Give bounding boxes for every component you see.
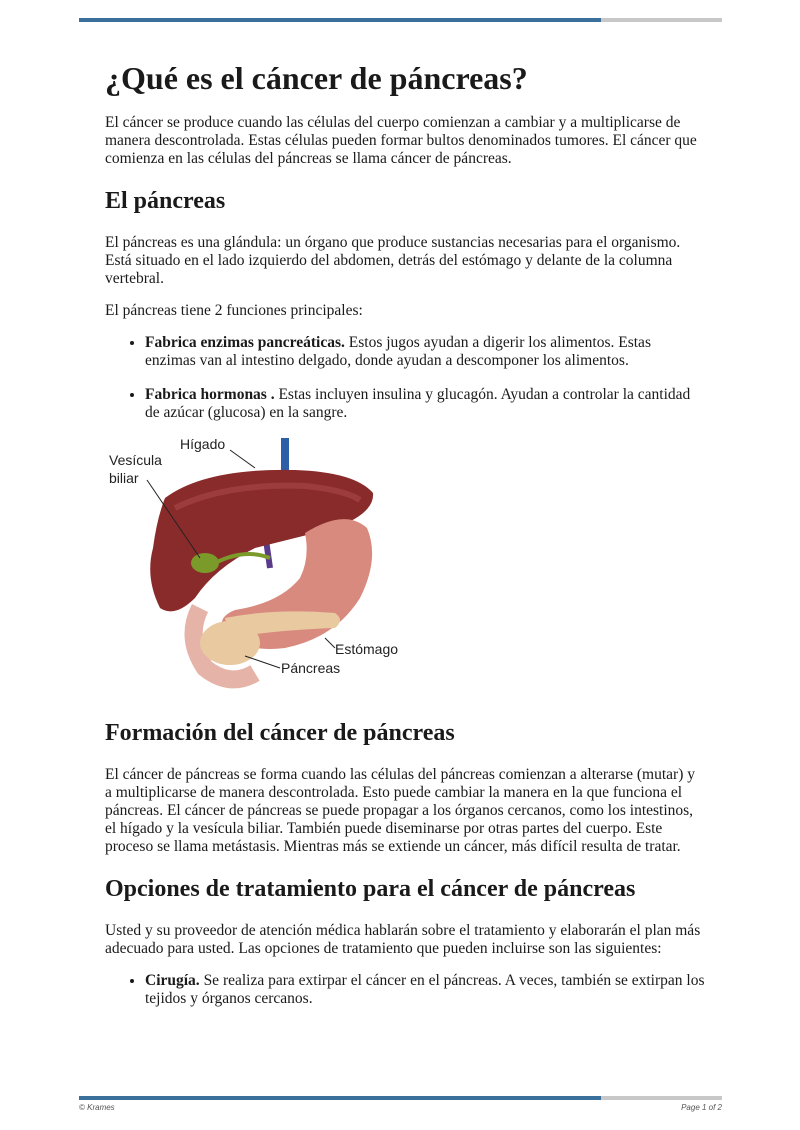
top-progress-fill [79, 18, 601, 22]
footer-copyright: © Krames [79, 1103, 115, 1112]
formation-paragraph: El cáncer de páncreas se forma cuando las células del páncreas comienzan a alterarse (mutar) y a multiplicarse de manera descontrolada. Esto puede cambiar la manera en la que funciona el páncreas. El cáncer de páncreas se puede propagar a los órganos cercanos, como los intestinos, el hígado y la vesícula biliar. También puede diseminarse por otras partes del cuerpo. Este proceso se llama metástasis. Mientras más se extiende un cáncer, más difícil resulta de tratar. [105, 766, 695, 855]
label-liver: Hígado [180, 436, 226, 452]
treatment-paragraph: Usted y su proveedor de atención médica hablarán sobre el tratamiento y elaborarán el plan más adecuado para usted. Las opciones de tratamiento que pueden incluirse son las siguientes: [105, 922, 701, 957]
list-item [145, 334, 705, 370]
section-heading-pancreas: El páncreas [105, 188, 226, 214]
functions-list [105, 334, 705, 422]
bottom-progress-fill [79, 1096, 601, 1100]
pancreas-paragraph: El páncreas es una glándula: un órgano que produce sustancias necesarias para el organismo. Está situado en el lado izquierdo del abdomen, detrás del estómago y delante de la columna vertebral. [105, 234, 681, 287]
list-item-text: Se realiza para extirpar el cáncer en el páncreas. A veces, también se extirpan los tejidos y órganos cercanos. [145, 972, 705, 1007]
section-heading-formation: Formación del cáncer de páncreas [105, 720, 455, 746]
list-item-bold: Cirugía. [145, 972, 200, 989]
page-title: ¿Qué es el cáncer de páncreas? [105, 60, 528, 96]
label-gallbladder-1: Vesícula [109, 452, 162, 468]
label-pancreas: Páncreas [281, 660, 341, 676]
functions-intro: El páncreas tiene 2 funciones principales: [105, 302, 363, 319]
anatomy-svg [105, 438, 415, 698]
list-item [145, 972, 705, 1008]
section-heading-treatment: Opciones de tratamiento para el cáncer de páncreas [105, 876, 636, 902]
leader-line-liver [230, 450, 255, 468]
label-stomach: Estómago [335, 641, 399, 657]
label-gallbladder-2: biliar [109, 470, 139, 486]
footer-page-number: Page 1 of 2 [681, 1103, 722, 1112]
bottom-progress-bar [79, 1096, 722, 1100]
treatment-list [105, 972, 705, 1008]
list-item-text: Estos jugos ayudan a digerir los alimentos. Estas enzimas van al intestino delgado, donde ayudan a descomponer los alimentos. [145, 334, 651, 369]
list-item-bold: Fabrica enzimas pancreáticas. [145, 334, 345, 351]
list-item-text: Estas incluyen insulina y glucagón. Ayudan a controlar la cantidad de azúcar (glucosa) en la sangre. [145, 386, 691, 421]
list-item-bold: Fabrica hormonas . [145, 386, 275, 403]
document-body [105, 52, 705, 1024]
top-progress-bar [79, 18, 722, 22]
intro-paragraph: El cáncer se produce cuando las células del cuerpo comienzan a cambiar y a multiplicarse de manera descontrolada. Estas células pueden formar bultos denominados tumores. El cáncer que comienza en las células del páncreas se llama cáncer de páncreas. [105, 114, 697, 167]
leader-line-stomach [325, 638, 335, 648]
list-item [145, 386, 705, 422]
anatomy-illustration [105, 438, 415, 698]
gallbladder-shape [191, 553, 219, 573]
